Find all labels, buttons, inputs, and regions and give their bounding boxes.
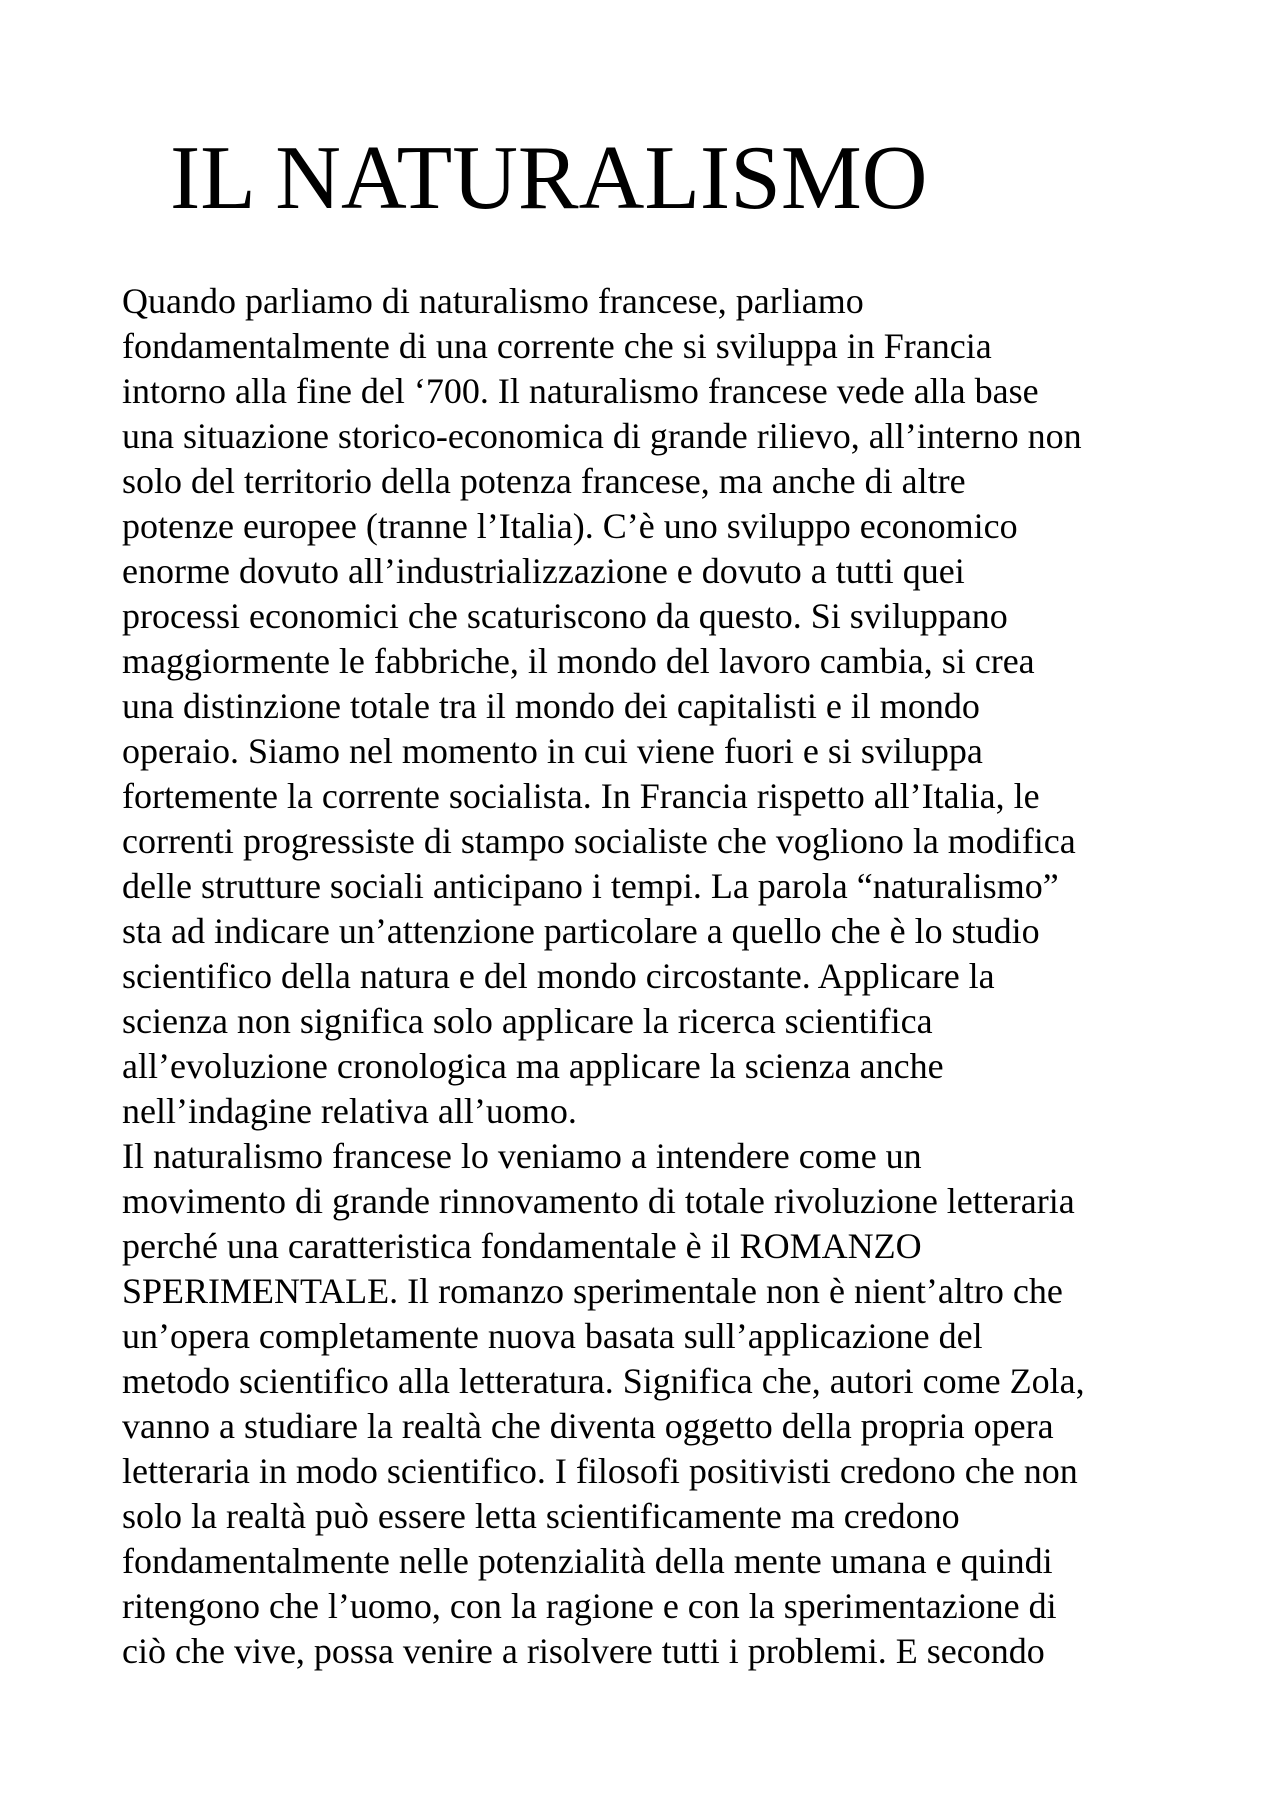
text-line: solo del territorio della potenza francese, ma anche di altre	[122, 461, 966, 501]
text-line: nell’indagine relativa all’uomo.	[122, 1091, 577, 1131]
text-line: delle strutture sociali anticipano i tempi. La parola “naturalismo”	[122, 866, 1059, 906]
text-line: solo la realtà può essere letta scientificamente ma credono	[122, 1496, 960, 1536]
text-line: Quando parliamo di naturalismo francese, parliamo	[122, 281, 864, 321]
text-line: potenze europee (tranne l’Italia). C’è uno sviluppo economico	[122, 506, 1018, 546]
text-line: un’opera completamente nuova basata sull’applicazione del	[122, 1316, 983, 1356]
text-line: operaio. Siamo nel momento in cui viene fuori e si sviluppa	[122, 731, 983, 771]
text-line: enorme dovuto all’industrializzazione e dovuto a tutti quei	[122, 551, 965, 591]
text-line: fortemente la corrente socialista. In Francia rispetto all’Italia, le	[122, 776, 1040, 816]
body-text	[122, 279, 1202, 1674]
text-line: sta ad indicare un’attenzione particolare a quello che è lo studio	[122, 911, 1040, 951]
text-line: scienza non significa solo applicare la ricerca scientifica	[122, 1001, 933, 1041]
text-line: Il naturalismo francese lo veniamo a intendere come un	[122, 1136, 922, 1176]
text-line: vanno a studiare la realtà che diventa oggetto della propria opera	[122, 1406, 1054, 1446]
text-line: ritengono che l’uomo, con la ragione e con la sperimentazione di	[122, 1586, 1057, 1626]
text-line: SPERIMENTALE. Il romanzo sperimentale non è nient’altro che	[122, 1271, 1063, 1311]
text-line: fondamentalmente nelle potenzialità della mente umana e quindi	[122, 1541, 1053, 1581]
text-line: una distinzione totale tra il mondo dei capitalisti e il mondo	[122, 686, 980, 726]
text-line: all’evoluzione cronologica ma applicare la scienza anche	[122, 1046, 944, 1086]
text-line: letteraria in modo scientifico. I filosofi positivisti credono che non	[122, 1451, 1078, 1491]
text-line: correnti progressiste di stampo socialiste che vogliono la modifica	[122, 821, 1076, 861]
text-line: maggiormente le fabbriche, il mondo del lavoro cambia, si crea	[122, 641, 1035, 681]
text-line: movimento di grande rinnovamento di totale rivoluzione letteraria	[122, 1181, 1075, 1221]
text-line: ciò che vive, possa venire a risolvere tutti i problemi. E secondo	[122, 1631, 1045, 1671]
text-line: intorno alla fine del ‘700. Il naturalismo francese vede alla base	[122, 371, 1039, 411]
text-line: fondamentalmente di una corrente che si sviluppa in Francia	[122, 326, 992, 366]
text-line: perché una caratteristica fondamentale è il ROMANZO	[122, 1226, 922, 1266]
text-line: metodo scientifico alla letteratura. Significa che, autori come Zola,	[122, 1361, 1085, 1401]
document-title: IL NATURALISMO	[170, 127, 928, 228]
text-line: processi economici che scaturiscono da questo. Si sviluppano	[122, 596, 1008, 636]
text-line: scientifico della natura e del mondo circostante. Applicare la	[122, 956, 995, 996]
text-line: una situazione storico-economica di grande rilievo, all’interno non	[122, 416, 1082, 456]
